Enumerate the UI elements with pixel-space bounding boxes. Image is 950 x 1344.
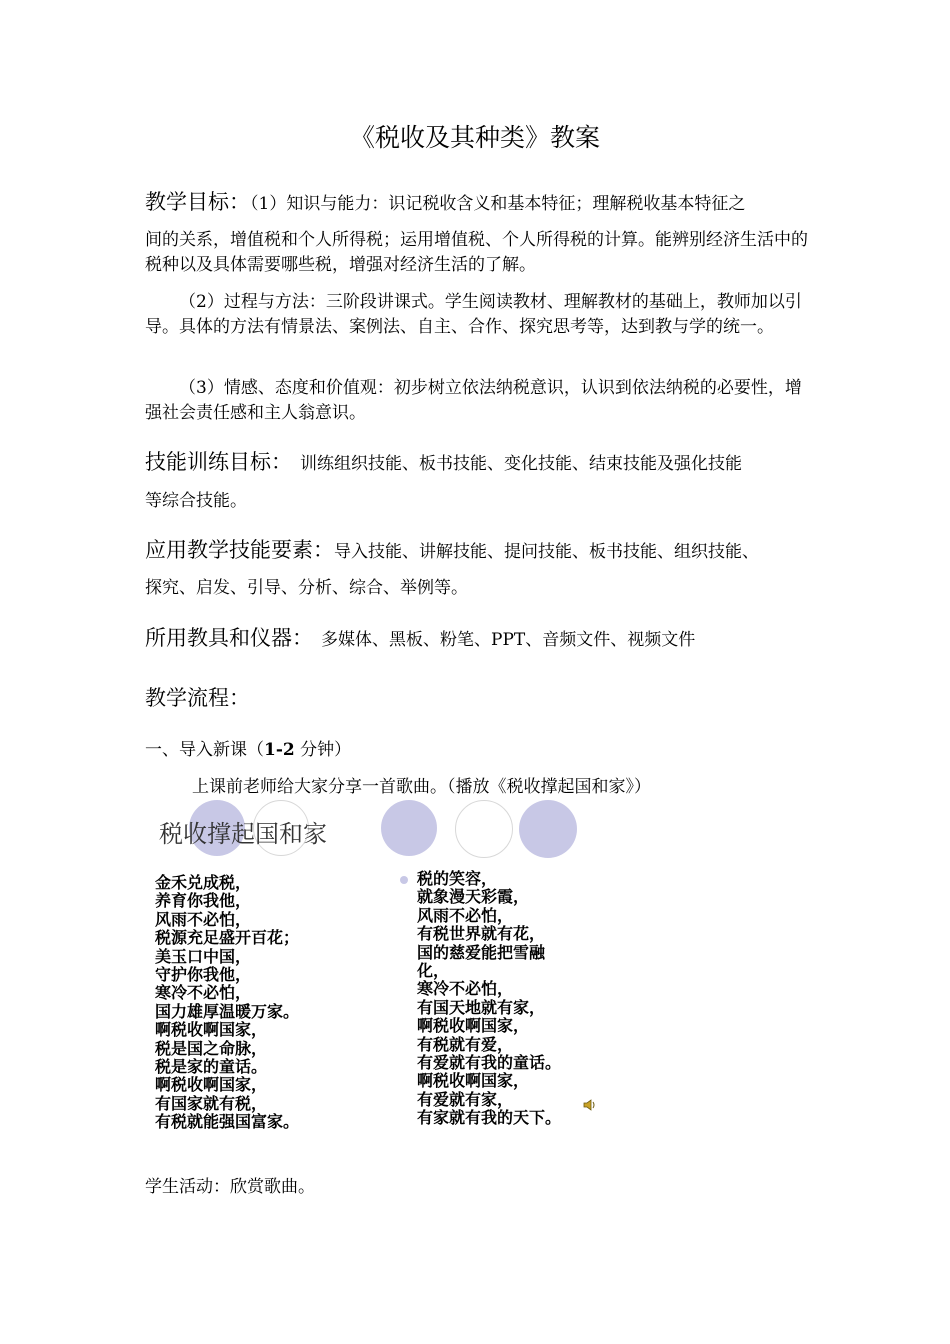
lyric-line: 有爱就有家，: [417, 1089, 514, 1109]
flow-heading: 教学流程：: [145, 686, 250, 710]
lyric-line: 美玉口中国，: [155, 946, 252, 966]
lyric-line: 啊税收啊国家，: [417, 1071, 530, 1091]
lyric-line: 有国家就有税，: [155, 1093, 268, 1113]
lyric-line: 养育你我他，: [155, 891, 252, 911]
slide-circle-4: [455, 800, 513, 858]
lyric-line: 税是家的童话。: [155, 1057, 268, 1077]
song-slide: [145, 800, 645, 1130]
left-lyrics: [155, 874, 299, 1132]
lyric-line: 有爱就有我的童话。: [417, 1053, 562, 1073]
lyric-line: 守护你我他，: [155, 965, 252, 985]
lyric-line: 税是国之命脉，: [155, 1038, 268, 1058]
bullet-dot-icon: [400, 876, 408, 884]
elements-first: 导入技能、讲解技能、提问技能、板书技能、组织技能、: [334, 542, 759, 562]
objectives-heading: 教学目标：: [145, 190, 250, 214]
objectives-first-line: [145, 186, 745, 217]
lyric-line: 税源充足盛开百花；: [155, 928, 300, 948]
objectives-p3: （3）情感、态度和价值观：初步树立依法纳税意识，认识到依法纳税的必要性，增强社会责任感和主人翁意识。: [145, 378, 802, 423]
lyric-line: 国力雄厚温暖万家。: [155, 1001, 300, 1021]
student-activity: 学生活动：欣赏歌曲。: [145, 1177, 315, 1197]
lyric-line: 风雨不必怕，: [417, 905, 514, 925]
skills-rest: 等综合技能。: [145, 491, 247, 511]
lyric-line: 有税世界就有花，: [417, 924, 546, 944]
slide-title: 税收撑起国和家: [159, 820, 327, 848]
lyric-line: 有国天地就有家，: [417, 997, 546, 1017]
speaker-icon[interactable]: [583, 1098, 597, 1112]
section1-post: 分钟）: [294, 740, 352, 760]
elements-heading: 应用教学技能要素：: [145, 538, 334, 562]
tools-heading: 所用教具和仪器：: [145, 626, 313, 650]
tools-line: [145, 622, 695, 653]
slide-circle-3: [381, 800, 437, 856]
objectives-p1-first: （1）知识与能力：识记税收含义和基本特征；理解税收基本特征之: [250, 194, 746, 214]
page-title: 《税收及其种类》教案: [349, 123, 600, 152]
lyric-line: 啊税收啊国家，: [155, 1020, 268, 1040]
section1-line: 上课前老师给大家分享一首歌曲。（播放《税收撑起国和家》）: [192, 777, 651, 797]
lyric-line: 金禾兑成税，: [155, 873, 252, 892]
section1-heading: [145, 738, 351, 763]
objectives-p1-rest: 间的关系，增值税和个人所得税；运用增值税、个人所得税的计算。能辨别经济生活中的税种以及具体需要哪些税，增强对经济生活的了解。: [145, 230, 808, 275]
skills-first: 训练组织技能、板书技能、变化技能、结束技能及强化技能: [300, 454, 742, 474]
lyric-line: 寒冷不必怕，: [155, 983, 252, 1003]
lyric-line: 有家就有我的天下。: [417, 1108, 562, 1128]
right-lyrics: [417, 870, 561, 1128]
lyric-line: 有税就有爱，: [417, 1034, 514, 1054]
lyric-line: 寒冷不必怕，: [417, 979, 514, 999]
skills-first-line: [145, 446, 742, 477]
lyric-line: 风雨不必怕，: [155, 909, 252, 929]
section1-pre: 一、导入新课（: [145, 740, 264, 760]
elements-first-line: [145, 534, 759, 565]
lyric-line: 啊税收啊国家，: [417, 1016, 530, 1036]
lyric-line: 啊税收啊国家，: [155, 1075, 268, 1095]
elements-rest: 探究、启发、引导、分析、综合、举例等。: [145, 578, 468, 598]
slide-circle-5: [519, 800, 577, 858]
lyric-line: 就象漫天彩霞，: [417, 887, 530, 907]
skills-heading: 技能训练目标：: [145, 450, 292, 474]
lyric-line: 有税就能强国富家。: [155, 1112, 300, 1132]
lyric-line: 国的慈爱能把雪融: [417, 942, 546, 962]
objectives-p2: （2）过程与方法：三阶段讲课式。学生阅读教材、理解教材的基础上，教师加以引导。具体的方法有情景法、案例法、自主、合作、探究思考等，达到教与学的统一。: [145, 292, 802, 337]
section1-bold: 1-2: [264, 740, 295, 760]
tools-text: 多媒体、黑板、粉笔、PPT、音频文件、视频文件: [321, 630, 696, 650]
lyric-line: 化，: [417, 961, 450, 981]
lyric-line: 税的笑容，: [417, 869, 498, 888]
